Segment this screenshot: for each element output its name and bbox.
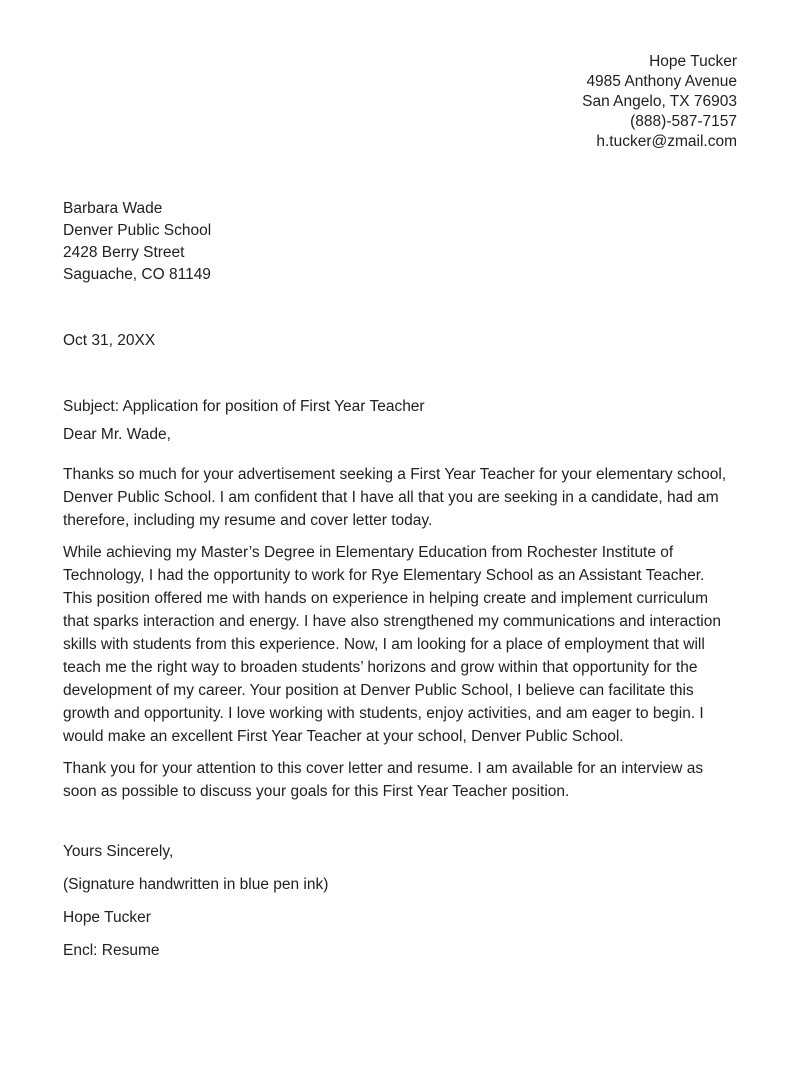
enclosure-note: Encl: Resume <box>63 942 160 959</box>
recipient-name: Barbara Wade <box>63 200 163 217</box>
subject-line: Subject: Application for position of First Year Teacher <box>63 398 425 415</box>
sender-phone: (888)-587-7157 <box>630 113 737 130</box>
salutation: Dear Mr. Wade, <box>63 426 171 443</box>
recipient-address-line-1: 2428 Berry Street <box>63 244 185 261</box>
closing-block <box>63 841 737 962</box>
body-paragraph-2: While achieving my Master’s Degree in Elementary Education from Rochester Institute of Technology, I had the opportunity to work for Rye Elementary School as an Assistant Teacher. This position offered me with hands on experience in helping create and implement curriculum that sparks interaction and energy. I have also strengthened my communications and interaction skills with students from this experience. Now, I am looking for a place of employment that will teach me the right way to broaden students’ horizons and grow within that opportunity for the development of my career. Your position at Denver Public School, I believe can facilitate this growth and opportunity. I love working with students, enjoy activities, and am eager to begin. I would make an excellent First Year Teacher at your school, Denver Public School. <box>63 544 721 745</box>
sender-address-block <box>63 52 737 152</box>
valediction: Yours Sincerely, <box>63 843 174 860</box>
letter-body <box>63 463 737 803</box>
sender-address-line-1: 4985 Anthony Avenue <box>586 73 737 90</box>
body-paragraph-3: Thank you for your attention to this cover letter and resume. I am available for an interview as soon as possible to discuss your goals for this First Year Teacher position. <box>63 760 704 800</box>
body-paragraph-1: Thanks so much for your advertisement seeking a First Year Teacher for your elementary school, Denver Public School. I am confident that I have all that you are seeking in a candidate, had am therefore, including my resume and cover letter today. <box>63 466 727 529</box>
signature-name: Hope Tucker <box>63 909 151 926</box>
sender-email: h.tucker@zmail.com <box>596 133 737 150</box>
signature-placeholder: (Signature handwritten in blue pen ink) <box>63 876 329 893</box>
recipient-address-line-2: Saguache, CO 81149 <box>63 266 211 283</box>
sender-address-line-2: San Angelo, TX 76903 <box>582 93 737 110</box>
letter-date: Oct 31, 20XX <box>63 332 156 349</box>
sender-name: Hope Tucker <box>649 53 737 70</box>
recipient-organization: Denver Public School <box>63 222 212 239</box>
recipient-address-block <box>63 198 737 286</box>
